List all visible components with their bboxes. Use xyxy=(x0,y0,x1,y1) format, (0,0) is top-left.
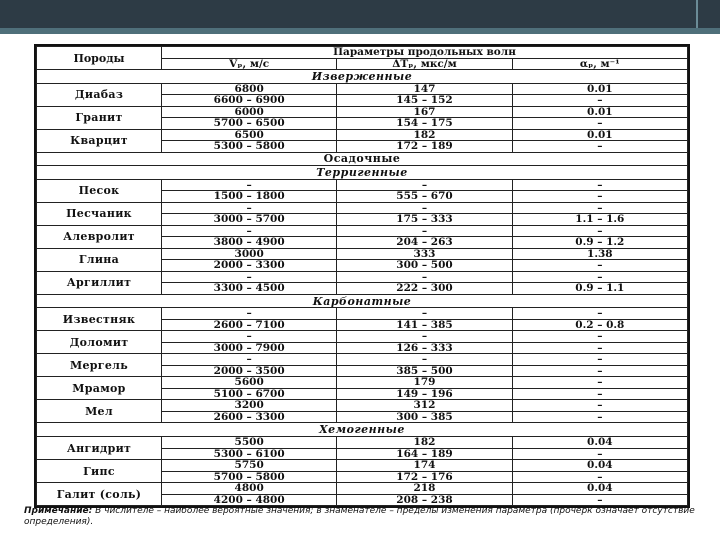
table-row xyxy=(37,83,688,95)
rock-name: Мергель xyxy=(37,354,162,377)
attenuation-cell: – xyxy=(512,354,687,366)
group-row xyxy=(37,423,688,437)
title-bar-accent xyxy=(0,28,720,34)
attenuation-cell: 0.2 – 0.8 xyxy=(512,319,687,331)
header-rocks: Породы xyxy=(37,47,162,70)
velocity-cell: 5100 – 6700 xyxy=(162,388,337,400)
velocity-cell: 6800 xyxy=(162,83,337,95)
interval-time-cell: 312 xyxy=(337,400,512,412)
velocity-cell: 3800 – 4900 xyxy=(162,237,337,249)
interval-time-cell: 182 xyxy=(337,129,512,141)
interval-time-cell: 204 – 263 xyxy=(337,237,512,249)
interval-time-cell: 300 – 385 xyxy=(337,411,512,423)
interval-time-cell: – xyxy=(337,202,512,214)
interval-time-cell: – xyxy=(337,225,512,237)
interval-time-cell: 385 – 500 xyxy=(337,365,512,377)
slide-title-bar xyxy=(0,0,720,28)
group-row xyxy=(37,294,688,308)
attenuation-cell: 0.04 xyxy=(512,483,687,495)
attenuation-cell: – xyxy=(512,191,687,203)
table-row xyxy=(37,308,688,320)
interval-time-cell: – xyxy=(337,331,512,343)
rock-name: Аргиллит xyxy=(37,271,162,294)
rock-name: Гипс xyxy=(37,460,162,483)
interval-time-cell: – xyxy=(337,354,512,366)
rock-name: Глина xyxy=(37,248,162,271)
velocity-cell: 3200 xyxy=(162,400,337,412)
attenuation-cell: – xyxy=(512,365,687,377)
footnote-text: В числителе – наиболее вероятные значения; в знаменателе – пределы изменения параметра (прочерк означает отсутствие определения). xyxy=(24,506,695,527)
attenuation-cell: – xyxy=(512,260,687,272)
table-row xyxy=(37,400,688,412)
attenuation-cell: – xyxy=(512,95,687,107)
velocity-cell: 2000 – 3500 xyxy=(162,365,337,377)
table-row xyxy=(37,437,688,449)
interval-time-cell: 555 – 670 xyxy=(337,191,512,203)
interval-time-cell: 174 xyxy=(337,460,512,472)
attenuation-cell: – xyxy=(512,141,687,153)
attenuation-cell: – xyxy=(512,271,687,283)
attenuation-cell: – xyxy=(512,471,687,483)
group-title: Осадочные xyxy=(37,152,688,166)
attenuation-cell: 1.38 xyxy=(512,248,687,260)
velocity-cell: 1500 – 1800 xyxy=(162,191,337,203)
velocity-cell: 3000 – 5700 xyxy=(162,214,337,226)
group-title: Терригенные xyxy=(37,166,688,180)
attenuation-cell: 0.9 – 1.1 xyxy=(512,283,687,295)
velocity-cell: – xyxy=(162,202,337,214)
table-row xyxy=(37,483,688,495)
rock-name: Кварцит xyxy=(37,129,162,152)
rock-name: Мел xyxy=(37,400,162,423)
rock-parameters-table-container xyxy=(34,44,690,508)
velocity-cell: 6500 xyxy=(162,129,337,141)
velocity-cell: – xyxy=(162,331,337,343)
velocity-cell: 2600 – 3300 xyxy=(162,411,337,423)
velocity-cell: 6600 – 6900 xyxy=(162,95,337,107)
attenuation-cell: 0.01 xyxy=(512,129,687,141)
interval-time-cell: 172 – 189 xyxy=(337,141,512,153)
table-row xyxy=(37,377,688,389)
velocity-cell: 5750 xyxy=(162,460,337,472)
table-row xyxy=(37,202,688,214)
velocity-cell: 5300 – 5800 xyxy=(162,141,337,153)
interval-time-cell: 147 xyxy=(337,83,512,95)
title-bar-notch xyxy=(696,0,698,28)
table-row xyxy=(37,331,688,343)
table-row xyxy=(37,354,688,366)
velocity-cell: 3000 – 7900 xyxy=(162,342,337,354)
interval-time-cell: 172 – 176 xyxy=(337,471,512,483)
velocity-cell: 4200 – 4800 xyxy=(162,494,337,506)
rock-name: Диабаз xyxy=(37,83,162,106)
velocity-cell: 3300 – 4500 xyxy=(162,283,337,295)
velocity-cell: – xyxy=(162,179,337,191)
attenuation-cell: – xyxy=(512,448,687,460)
interval-time-cell: – xyxy=(337,271,512,283)
footnote-label: Примечание: xyxy=(24,506,93,516)
attenuation-cell: 1.1 – 1.6 xyxy=(512,214,687,226)
attenuation-cell: 0.04 xyxy=(512,460,687,472)
interval-time-cell: 145 – 152 xyxy=(337,95,512,107)
velocity-cell: – xyxy=(162,354,337,366)
attenuation-cell: 0.04 xyxy=(512,437,687,449)
attenuation-cell: 0.01 xyxy=(512,106,687,118)
interval-time-cell: 182 xyxy=(337,437,512,449)
velocity-cell: 5600 xyxy=(162,377,337,389)
table-row xyxy=(37,271,688,283)
velocity-cell: – xyxy=(162,271,337,283)
interval-time-cell: 149 – 196 xyxy=(337,388,512,400)
group-title: Хемогенные xyxy=(37,423,688,437)
interval-time-cell: 126 – 333 xyxy=(337,342,512,354)
interval-time-cell: 175 – 333 xyxy=(337,214,512,226)
rock-name: Песок xyxy=(37,179,162,202)
rock-name: Гранит xyxy=(37,106,162,129)
interval-time-cell: 222 – 300 xyxy=(337,283,512,295)
attenuation-cell: – xyxy=(512,377,687,389)
attenuation-cell: – xyxy=(512,118,687,130)
table-row xyxy=(37,179,688,191)
interval-time-cell: 208 – 238 xyxy=(337,494,512,506)
rock-name: Алевролит xyxy=(37,225,162,248)
velocity-cell: 2000 – 3300 xyxy=(162,260,337,272)
attenuation-cell: – xyxy=(512,308,687,320)
attenuation-cell: 0.01 xyxy=(512,83,687,95)
attenuation-cell: – xyxy=(512,331,687,343)
attenuation-cell: – xyxy=(512,388,687,400)
rock-name: Галит (соль) xyxy=(37,483,162,506)
header-params-title: Параметры продольных волн xyxy=(162,47,688,59)
group-row xyxy=(37,70,688,84)
attenuation-cell: – xyxy=(512,400,687,412)
table-row xyxy=(37,129,688,141)
velocity-cell: 5700 – 5800 xyxy=(162,471,337,483)
rock-parameters-table xyxy=(36,46,688,506)
attenuation-cell: – xyxy=(512,494,687,506)
group-title: Изверженные xyxy=(37,70,688,84)
interval-time-cell: – xyxy=(337,179,512,191)
rock-name: Мрамор xyxy=(37,377,162,400)
table-row xyxy=(37,106,688,118)
header-attenuation: αₚ, м⁻¹ xyxy=(512,58,687,70)
interval-time-cell: 164 – 189 xyxy=(337,448,512,460)
velocity-cell: 4800 xyxy=(162,483,337,495)
attenuation-cell: – xyxy=(512,342,687,354)
attenuation-cell: 0.9 – 1.2 xyxy=(512,237,687,249)
interval-time-cell: 154 – 175 xyxy=(337,118,512,130)
interval-time-cell: 300 – 500 xyxy=(337,260,512,272)
velocity-cell: 6000 xyxy=(162,106,337,118)
rock-name: Доломит xyxy=(37,331,162,354)
velocity-cell: 2600 – 7100 xyxy=(162,319,337,331)
header-velocity: Vₚ, м/с xyxy=(162,58,337,70)
attenuation-cell: – xyxy=(512,225,687,237)
interval-time-cell: – xyxy=(337,308,512,320)
table-body xyxy=(37,70,688,506)
table-row xyxy=(37,225,688,237)
header-interval-time: ΔTₚ, мкс/м xyxy=(337,58,512,70)
table-footnote xyxy=(24,506,696,528)
rock-name: Ангидрит xyxy=(37,437,162,460)
interval-time-cell: 167 xyxy=(337,106,512,118)
table-row xyxy=(37,460,688,472)
velocity-cell: 3000 xyxy=(162,248,337,260)
interval-time-cell: 218 xyxy=(337,483,512,495)
table-row xyxy=(37,248,688,260)
attenuation-cell: – xyxy=(512,179,687,191)
rock-name: Песчаник xyxy=(37,202,162,225)
group-row xyxy=(37,152,688,166)
velocity-cell: – xyxy=(162,308,337,320)
interval-time-cell: 333 xyxy=(337,248,512,260)
velocity-cell: 5500 xyxy=(162,437,337,449)
velocity-cell: 5300 – 6100 xyxy=(162,448,337,460)
interval-time-cell: 179 xyxy=(337,377,512,389)
attenuation-cell: – xyxy=(512,202,687,214)
interval-time-cell: 141 – 385 xyxy=(337,319,512,331)
velocity-cell: 5700 – 6500 xyxy=(162,118,337,130)
attenuation-cell: – xyxy=(512,411,687,423)
group-row xyxy=(37,166,688,180)
group-title: Карбонатные xyxy=(37,294,688,308)
rock-name: Известняк xyxy=(37,308,162,331)
velocity-cell: – xyxy=(162,225,337,237)
